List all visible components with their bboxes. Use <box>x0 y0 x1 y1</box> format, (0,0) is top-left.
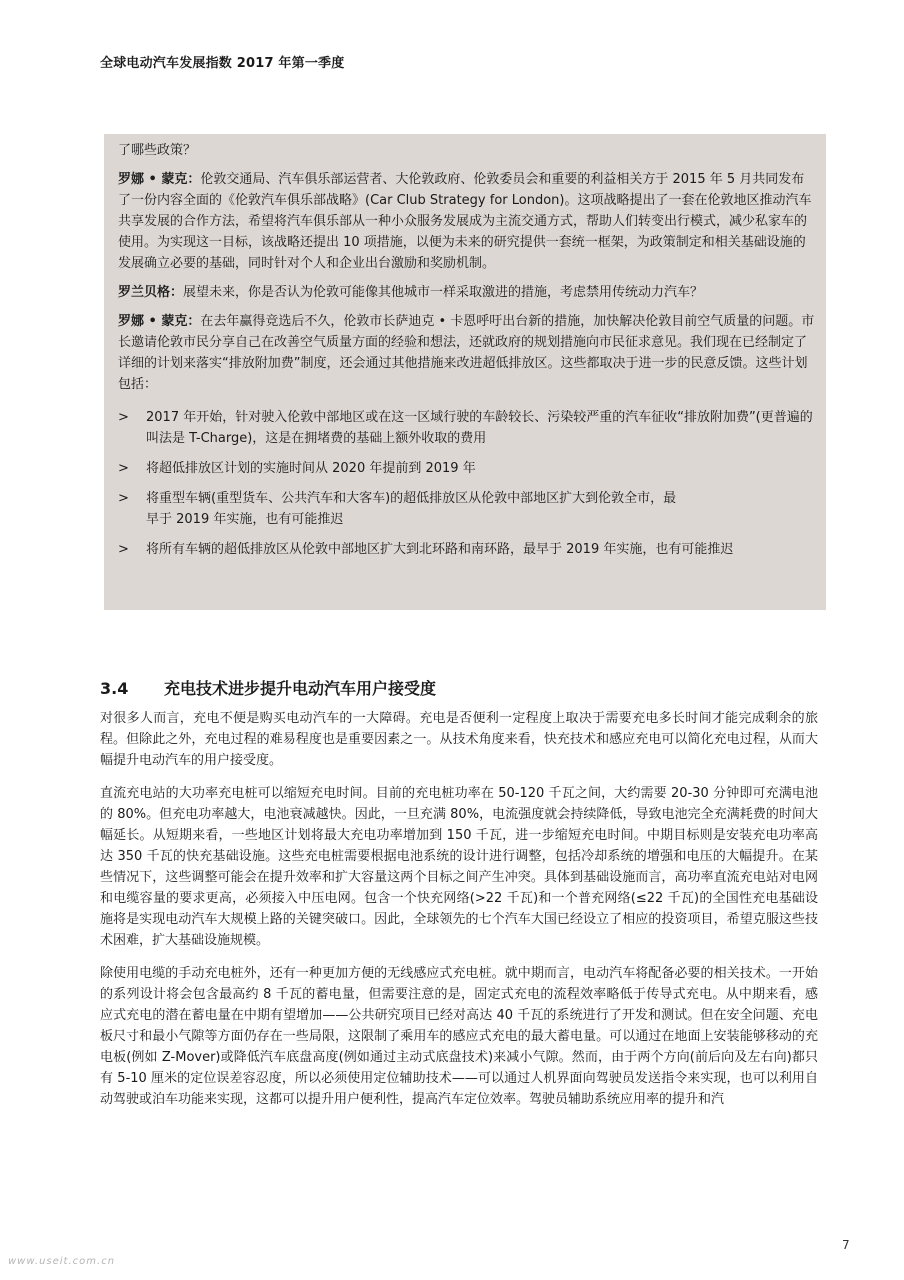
interview-paragraph-0: 了哪些政策？ <box>118 143 197 158</box>
list-item: > 将重型车辆(重型货车、公共汽车和大客车)的超低排放区从伦敦中部地区扩大到伦敦全市，最早于 2019 年实施，也有可能推迟 <box>118 488 816 530</box>
section-number: 3.4 <box>100 679 129 698</box>
interview-paragraph-3: 罗娜 • 蒙克：在去年赢得竞选后不久，伦敦市长萨迪克 • 卡恩呼吁出台新的措施，加快解决伦敦目前空气质量的问题。市长邀请伦敦市民分享自己在改善空气质量方面的经验和想法，还就政府的规划措施向市民征求意见。我们现在已经制定了详细的计划来落实“排放附加费”制度，还会通过其他措施来改进超低排放区。这些都取决于进一步的民意反馈。这些计划包括： <box>118 314 815 392</box>
bullet-marker: > <box>118 491 129 506</box>
speaker-label: 罗兰贝格： <box>118 285 184 300</box>
page-number: 7 <box>842 1238 850 1252</box>
list-item: > 将超低排放区计划的实施时间从 2020 年提前到 2019 年 <box>118 458 816 479</box>
section-heading <box>100 676 436 699</box>
bullet-marker: > <box>118 410 129 425</box>
body-paragraph: 对很多人而言，充电不便是购买电动汽车的一大障碍。充电是否便利一定程度上取决于需要充电多长时间才能完成剩余的旅程。但除此之外，充电过程的难易程度也是重要因素之一。从技术角度来看，快充技术和感应充电可以简化充电过程，从而大幅提升电动汽车的用户接受度。 <box>100 711 818 768</box>
policy-list <box>118 407 816 560</box>
body-paragraph: 直流充电站的大功率充电桩可以缩短充电时间。目前的充电桩功率在 50-120 千瓦之间，大约需要 20-30 分钟即可充满电池的 80%。但充电功率越大，电池衰减越快。因此，一旦充满 80%，电流强度就会持续降低，导致电池完全充满耗费的时间大幅延长。从短期来看，一些地区计划将最大充电功率增加到 150 千瓦，进一步缩短充电时间。中期目标则是安装充电功率高达 350 千瓦的快充基础设施。这些充电桩需要根据电池系统的设计进行调整，包括冷却系统的增强和电压的大幅提升。在某些情况下，这些调整可能会在提升效率和扩大容量这两个目标之间产生冲突。具体到基础设施而言，高功率直流充电站对电网和电缆容量的要求更高，必须接入中压电网。包含一个快充网络(>22 千瓦)和一个普充网络(≤22 千瓦)的全国性充电基础设施将是实现电动汽车大规模上路的关键突破口。因此，全球领先的七个汽车大国已经设立了相应的投资项目，希望克服这些技术困难，扩大基础设施规模。 <box>100 786 818 948</box>
list-item: > 将所有车辆的超低排放区从伦敦中部地区扩大到北环路和南环路，最早于 2019 年实施，也有可能推迟 <box>118 539 816 560</box>
speaker-label: 罗娜 • 蒙克： <box>118 314 201 329</box>
bullet-marker: > <box>118 542 129 557</box>
list-item: > 2017 年开始，针对驶入伦敦中部地区或在这一区域行驶的车龄较长、污染较严重的汽车征收“排放附加费”(更普遍的叫法是 T-Charge)，这是在拥堵费的基础上额外收取的费用 <box>118 407 816 449</box>
interview-box <box>104 134 826 610</box>
section-title: 充电技术进步提升电动汽车用户接受度 <box>164 679 437 698</box>
watermark: www.useit.com.cn <box>8 1256 116 1267</box>
body-text <box>100 708 818 1122</box>
bullet-marker: > <box>118 461 129 476</box>
running-header: 全球电动汽车发展指数 2017 年第一季度 <box>100 56 345 71</box>
interview-paragraph-1: 罗娜 • 蒙克：伦敦交通局、汽车俱乐部运营者、大伦敦政府、伦敦委员会和重要的利益相关方于 2015 年 5 月共同发布了一份内容全面的《伦敦汽车俱乐部战略》(Car Club Strategy for London)。这项战略提出了一套在伦敦地区推动汽车共享发展的合作方法，希望将汽车俱乐部从一种小众服务发展成为主流交通方式，帮助人们转变出行模式，减少私家车的使用。为实现这一目标，该战略还提出 10 项措施，以便为未来的研究提供一套统一框架，为政策制定和相关基础设施的发展确立必要的基础，同时针对个人和企业出台激励和奖励机制。 <box>118 172 812 271</box>
interview-paragraph-2: 罗兰贝格：展望未来，你是否认为伦敦可能像其他城市一样采取激进的措施，考虑禁用传统动力汽车？ <box>118 285 704 300</box>
speaker-label: 罗娜 • 蒙克： <box>118 172 201 187</box>
body-paragraph: 除使用电缆的手动充电桩外，还有一种更加方便的无线感应式充电桩。就中期而言，电动汽车将配备必要的相关技术。一开始的系列设计将会包含最高约 8 千瓦的蓄电量，但需要注意的是，固定式充电的流程效率略低于传导式充电。从中期来看，感应式充电的潜在蓄电量在中期有望增加——公共研究项目已经对高达 40 千瓦的系统进行了开发和测试。但在安全问题、充电板尺寸和最小气隙等方面仍存在一些局限，这限制了乘用车的感应式充电的最大蓄电量。可以通过在地面上安装能够移动的充电板(例如 Z-Mover)或降低汽车底盘高度(例如通过主动式底盘技术)来减小气隙。然而，由于两个方向(前后向及左右向)都只有 5-10 厘米的定位误差容忍度，所以必须使用定位辅助技术——可以通过人机界面向驾驶员发送指令来实现，也可以利用自动驾驶或泊车功能来实现，这都可以提升用户便利性，提高汽车定位效率。驾驶员辅助系统应用率的提升和汽 <box>100 966 818 1107</box>
